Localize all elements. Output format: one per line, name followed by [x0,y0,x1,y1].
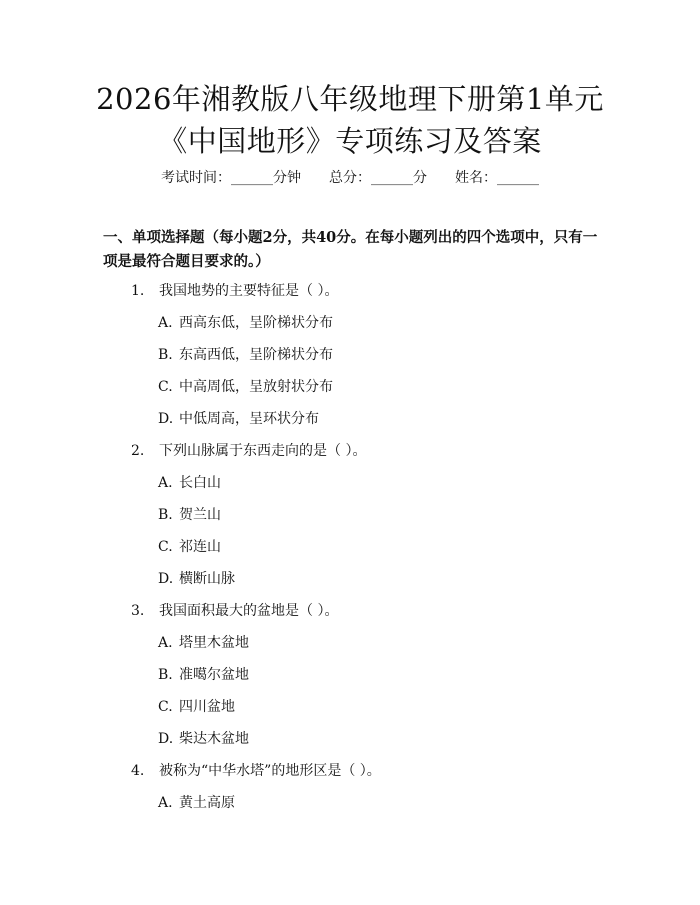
option-text: 中低周高，呈环状分布 [179,411,319,427]
option-3c [158,697,235,717]
question-number: 2. [131,443,145,459]
question-number: 1. [131,283,145,299]
option-3a [158,633,249,653]
option-letter: C. [158,379,173,395]
total-score-field: 总分：______分 [329,170,427,186]
option-text: 柴达木盆地 [179,731,249,747]
option-letter: A. [158,635,173,651]
option-3b [158,665,249,685]
option-2d [158,569,235,589]
option-text: 塔里木盆地 [179,635,249,651]
option-3d [158,729,249,749]
option-text: 横断山脉 [179,571,235,587]
option-4a [158,793,235,813]
option-letter: D. [158,571,174,587]
question-1 [131,281,338,301]
option-2b [158,505,221,525]
option-2a [158,473,221,493]
question-stem: 我国地势的主要特征是（ ）。 [159,283,339,299]
option-text: 长白山 [179,475,221,491]
question-number: 4. [131,763,145,779]
question-2 [131,441,366,461]
student-name-field: 姓名：______ [455,170,539,186]
option-letter: B. [158,507,173,523]
question-stem: 我国面积最大的盆地是（ ）。 [159,603,339,619]
section-heading: 一、单项选择题（每小题2分，共40分。在每小题列出的四个选项中，只有一项是最符合题目要求的。） [103,229,598,270]
option-1c [158,377,333,397]
question-4 [131,761,381,781]
option-letter: D. [158,411,174,427]
exam-info-line [0,168,700,188]
option-1d [158,409,319,429]
option-letter: A. [158,795,173,811]
option-letter: B. [158,667,173,683]
option-text: 东高西低，呈阶梯状分布 [179,347,333,363]
option-2c [158,537,221,557]
option-text: 四川盆地 [179,699,235,715]
option-text: 准噶尔盆地 [179,667,249,683]
exam-time-field: 考试时间：______分钟 [161,170,301,186]
option-text: 贺兰山 [179,507,221,523]
option-letter: C. [158,699,173,715]
option-letter: C. [158,539,173,555]
question-stem: 被称为“中华水塔”的地形区是（ ）。 [159,763,381,779]
question-stem: 下列山脉属于东西走向的是（ ）。 [159,443,367,459]
option-text: 西高东低，呈阶梯状分布 [179,315,333,331]
option-letter: D. [158,731,174,747]
option-1b [158,345,333,365]
option-letter: B. [158,347,173,363]
option-1a [158,313,333,333]
option-letter: A. [158,315,173,331]
question-3 [131,601,338,621]
option-text: 中高周低，呈放射状分布 [179,379,333,395]
option-letter: A. [158,475,173,491]
option-text: 祁连山 [179,539,221,555]
document-title: 2026年湘教版八年级地理下册第1单元《中国地形》专项练习及答案 [96,82,604,158]
option-text: 黄土高原 [179,795,235,811]
question-number: 3. [131,603,145,619]
